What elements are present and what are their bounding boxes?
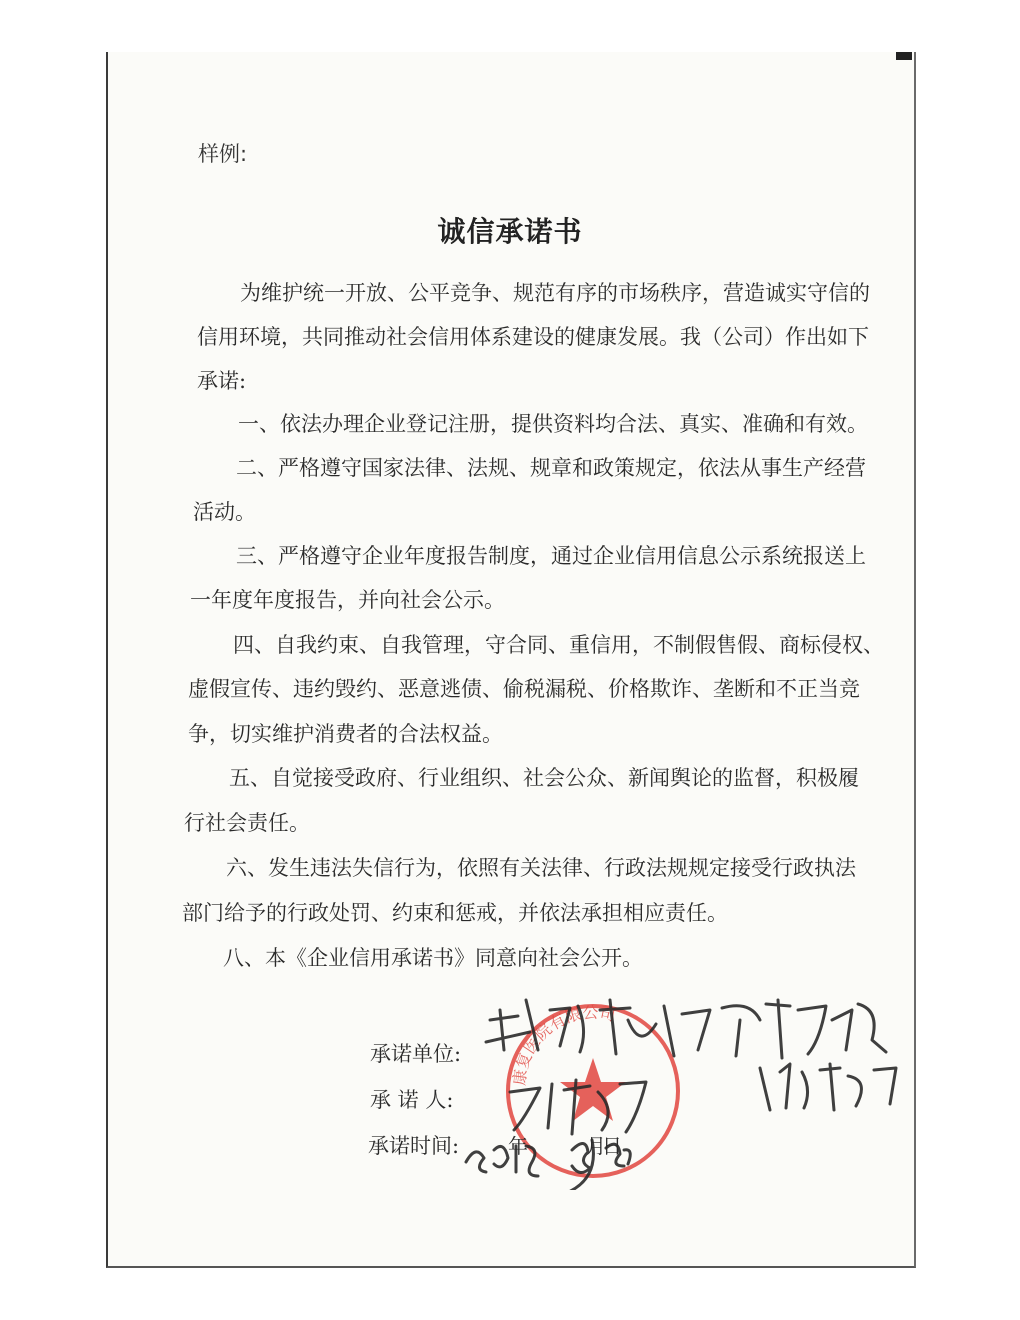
date-year-char: 年 xyxy=(508,1134,528,1158)
body-line: 六、发生违法失信行为，依照有关法律、行政法规规定接受行政执法 xyxy=(226,856,856,880)
svg-text:康复医院有限公司: 康复医院有限公司 xyxy=(509,1002,618,1087)
date-day-char: 日 xyxy=(602,1134,622,1158)
body-line: 部门给予的行政处罚、约束和惩戒，并依法承担相应责任。 xyxy=(182,901,728,925)
commitment-person-label: 承 诺 人: xyxy=(370,1088,454,1112)
body-line: 虚假宣传、违约毁约、恶意逃债、偷税漏税、价格欺诈、垄断和不正当竞 xyxy=(188,677,860,701)
scan-corner-mark xyxy=(896,52,912,60)
body-line: 活动。 xyxy=(193,500,256,524)
sample-label: 样例: xyxy=(198,142,248,166)
body-line: 一、依法办理企业登记注册，提供资料均合法、真实、准确和有效。 xyxy=(238,412,868,436)
body-line: 八、本《企业信用承诺书》同意向社会公开。 xyxy=(223,946,643,970)
date-month-char: 月 xyxy=(586,1134,606,1158)
body-line: 一年度年度报告，并向社会公示。 xyxy=(190,588,505,612)
body-line: 承诺: xyxy=(197,369,247,393)
body-line: 行社会责任。 xyxy=(184,811,310,835)
body-line: 五、自觉接受政府、行业组织、社会公众、新闻舆论的监督，积极履 xyxy=(229,766,859,790)
document-title: 诚信承诺书 xyxy=(437,215,583,248)
body-line: 信用环境，共同推动社会信用体系建设的健康发展。我（公司）作出如下 xyxy=(197,325,869,349)
body-line: 争，切实维护消费者的合法权益。 xyxy=(188,722,503,746)
body-line: 三、严格遵守企业年度报告制度，通过企业信用信息公示系统报送上 xyxy=(236,544,866,568)
commitment-unit-label: 承诺单位: xyxy=(370,1042,462,1066)
body-line: 二、严格遵守国家法律、法规、规章和政策规定，依法从事生产经营 xyxy=(236,456,866,480)
commitment-time-label: 承诺时间: xyxy=(368,1134,460,1158)
body-line: 四、自我约束、自我管理，守合同、重信用，不制假售假、商标侵权、 xyxy=(233,633,884,657)
body-line: 为维护统一开放、公平竞争、规范有序的市场秩序，营造诚实守信的 xyxy=(240,281,870,305)
